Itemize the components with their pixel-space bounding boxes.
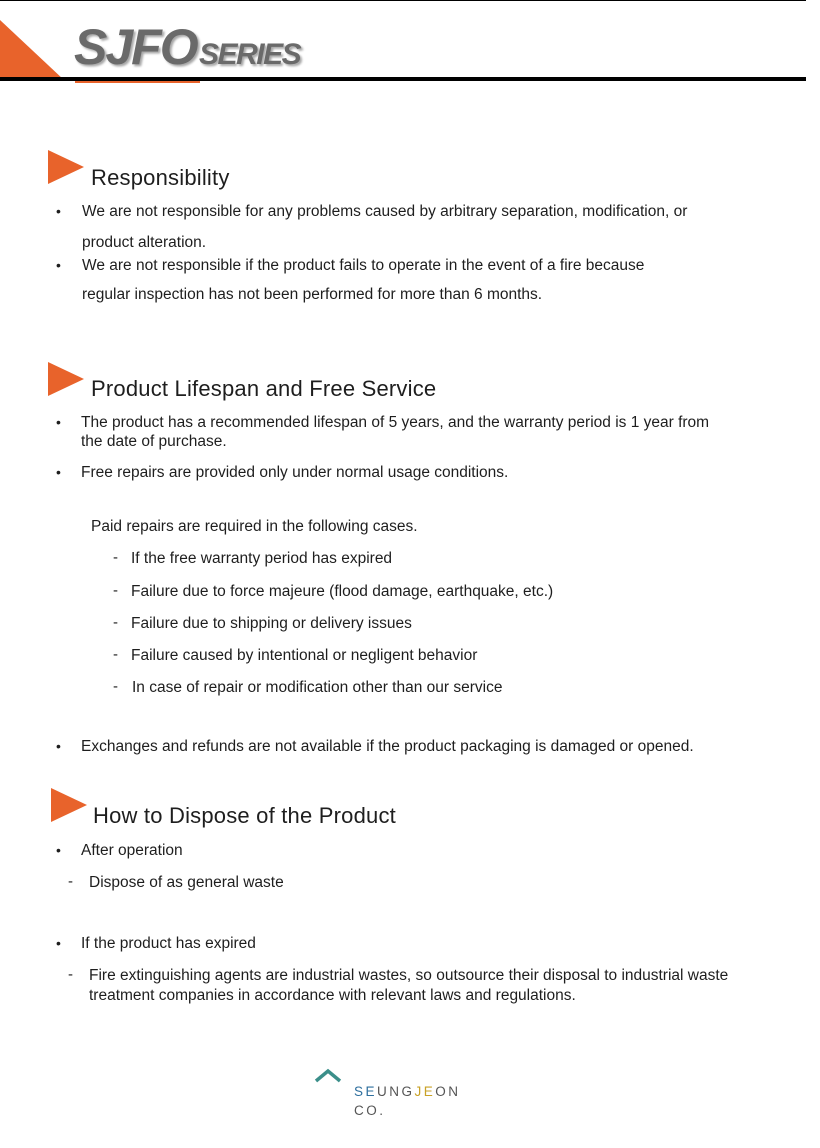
lifespan-item-1-line-1: The product has a recommended lifespan of 5 years, and the warranty period is 1 year from — [81, 414, 710, 431]
disposal-expired-detail-line-1: Fire extinguishing agents are industrial wastes, so outsource their disposal to industrial waste — [89, 967, 729, 984]
dash: - — [113, 678, 118, 695]
bullet: • — [56, 464, 61, 480]
section-marker-icon — [51, 788, 87, 822]
lifespan-item-1-line-2: the date of purchase. — [81, 433, 227, 450]
section-marker-icon — [48, 150, 84, 184]
company-logo-name — [354, 1083, 461, 1101]
dash: - — [68, 873, 73, 890]
logo-je: JE — [414, 1084, 436, 1099]
paid-repairs-intro: Paid repairs are required in the following cases. — [91, 518, 418, 535]
dash: - — [113, 582, 118, 599]
brand-logo — [74, 19, 301, 75]
bullet: • — [56, 414, 61, 430]
brand-sub: SERIES — [199, 38, 301, 71]
company-logo-co: CO. — [354, 1103, 386, 1118]
responsibility-item-1-line-1: We are not responsible for any problems caused by arbitrary separation, modification, or — [82, 203, 688, 220]
bullet: • — [56, 738, 61, 754]
disposal-expired-detail-line-2: treatment companies in accordance with relevant laws and regulations. — [89, 987, 576, 1004]
bullet: • — [56, 935, 61, 951]
bullet: • — [56, 842, 61, 858]
disposal-after-operation: After operation — [81, 842, 183, 859]
disposal-after-operation-detail: Dispose of as general waste — [89, 874, 284, 891]
disposal-expired: If the product has expired — [81, 935, 256, 952]
responsibility-item-2-line-2: regular inspection has not been performed for more than 6 months. — [82, 286, 543, 303]
header-orange-triangle — [0, 20, 64, 80]
section-title-responsibility: Responsibility — [91, 165, 230, 190]
logo-ung: UNG — [377, 1084, 415, 1099]
lifespan-item-3: Exchanges and refunds are not available if the product packaging is damaged or opened. — [81, 738, 694, 755]
responsibility-item-1-line-2: product alteration. — [82, 234, 207, 251]
chevron-up-icon — [314, 1068, 342, 1084]
section-title-lifespan: Product Lifespan and Free Service — [91, 376, 437, 401]
dash: - — [113, 614, 118, 631]
brand-main: SJFO — [74, 19, 197, 75]
paid-case-3: Failure due to shipping or delivery issues — [131, 615, 412, 632]
paid-case-2: Failure due to force majeure (flood damage, earthquake, etc.) — [131, 583, 554, 600]
dash: - — [113, 646, 118, 663]
logo-on: ON — [435, 1084, 461, 1099]
section-title-disposal: How to Dispose of the Product — [93, 803, 396, 828]
bullet: • — [56, 203, 61, 219]
section-marker-icon — [48, 362, 84, 396]
responsibility-item-2-line-1: We are not responsible if the product fails to operate in the event of a fire because — [82, 257, 645, 274]
lifespan-item-2: Free repairs are provided only under normal usage conditions. — [81, 464, 509, 481]
top-rule — [0, 0, 806, 1]
dash: - — [68, 966, 73, 983]
dash: - — [113, 549, 118, 566]
logo-se: SE — [354, 1084, 378, 1099]
paid-case-4: Failure caused by intentional or negligent behavior — [131, 647, 478, 664]
paid-case-1: If the free warranty period has expired — [131, 550, 393, 567]
header-accent-line — [75, 81, 200, 83]
paid-case-5: In case of repair or modification other than our service — [132, 679, 503, 696]
bullet: • — [56, 257, 61, 273]
